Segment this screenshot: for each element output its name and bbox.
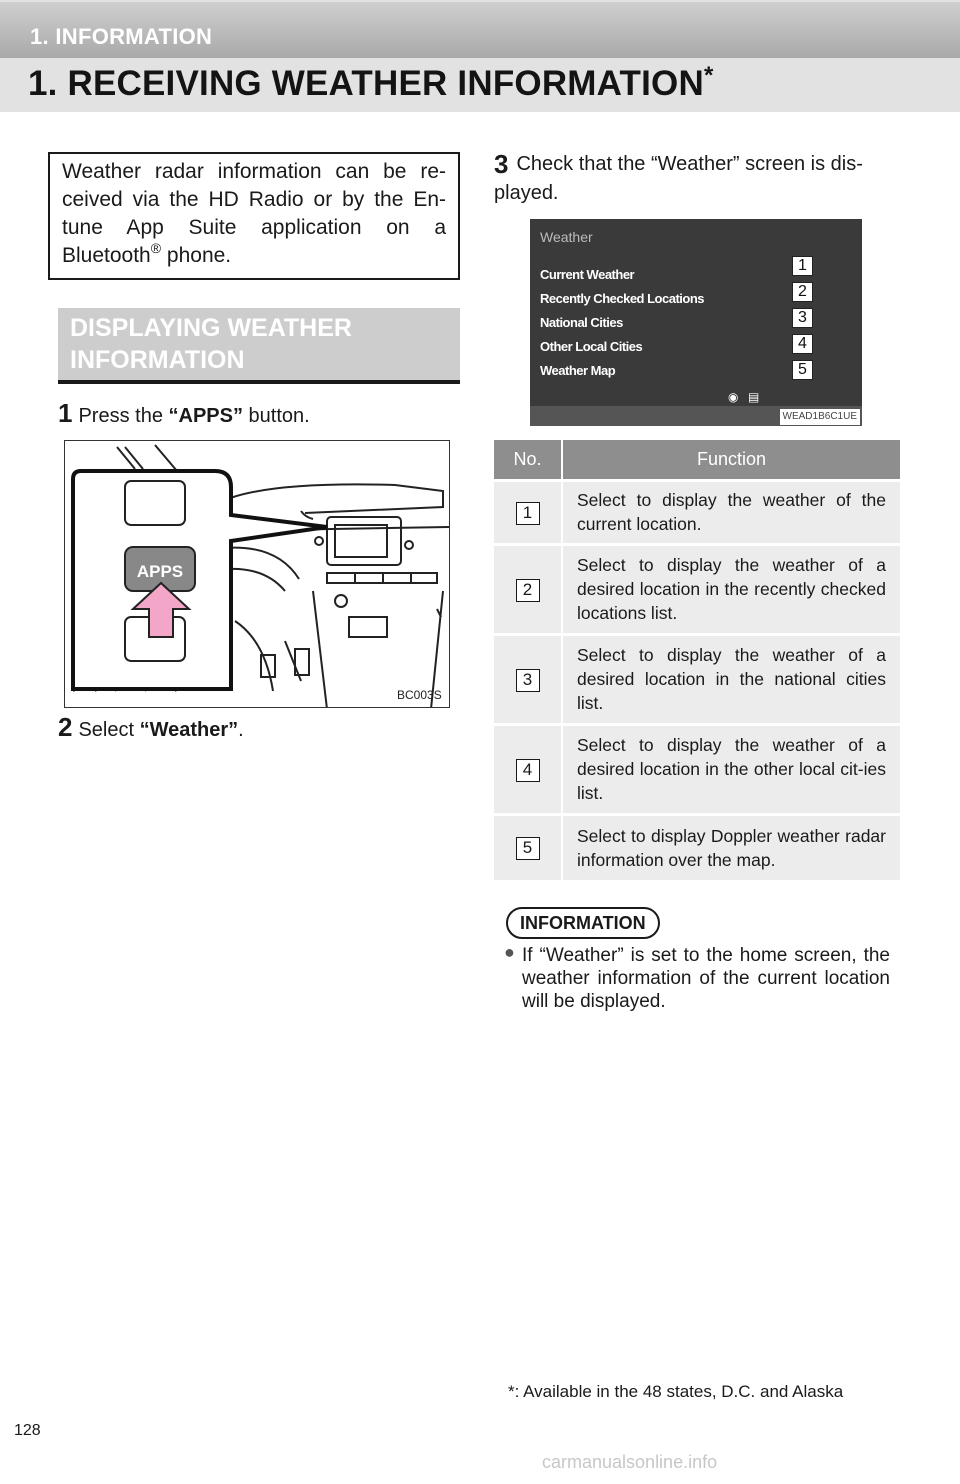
page-title-text: 1. RECEIVING WEATHER INFORMATION [28,64,704,103]
step-2-emphasis: “Weather” [139,719,239,741]
other-local-cities-item[interactable]: Other Local Cities [540,339,643,354]
table-cell-function: Select to display the weather of a desired location in the recently checked locations list. [562,544,900,634]
row-number-box: 1 [516,502,540,525]
subheading-line1: DISPLAYING WEATHER [70,314,352,342]
signal-bars-icon: ▤ [748,390,760,404]
function-table [494,440,900,880]
subheading-line2: INFORMATION [70,346,245,374]
footnote: *: Available in the 48 states, D.C. and Alaska [508,1382,844,1401]
step-1 [58,398,310,429]
step-3 [494,150,910,208]
table-row [494,814,900,880]
dashboard-drawing [65,441,450,708]
table-header-function: Function [562,440,900,480]
speaker-icon: ◉ [728,390,739,404]
step-2-prefix: Select [78,719,140,741]
step-1-prefix: Press the [78,405,169,427]
table-cell-no [494,480,562,544]
intro-text: Weather radar information can be re-ceived via the HD Radio or by the En-tune App Suite application on a Bluetooth [62,160,446,267]
step-2-suffix: . [238,719,244,741]
screen-num-1: 1 [792,256,813,276]
subheading-displaying-weather [58,308,460,384]
apps-button-label: APPS [136,562,184,581]
step-2-number: 2 [58,712,73,742]
registered-mark: ® [150,240,162,256]
information-label: INFORMATION [506,907,660,939]
step-2 [58,712,244,743]
step-1-suffix: button. [242,405,310,427]
table-cell-function: Select to display the weather of the current location. [562,480,900,544]
table-cell-function: Select to display Doppler weather radar information over the map. [562,814,900,880]
table-row [494,724,900,814]
weather-screen-code: WEAD1B6C1UE [780,409,860,425]
intro-box [48,152,460,280]
table-row [494,480,900,544]
table-cell-no [494,634,562,724]
table-header-no: No. [494,440,562,480]
step-3-number: 3 [494,149,509,179]
row-number-box: 5 [516,837,540,860]
screen-num-4: 4 [792,334,813,354]
weather-screen-title: Weather [540,229,593,245]
step-1-number: 1 [58,398,73,428]
bullet-icon: ● [504,942,515,962]
table-cell-no [494,544,562,634]
row-number-box: 4 [516,759,540,782]
table-cell-no [494,814,562,880]
row-number-box: 3 [516,669,540,692]
table-cell-function: Select to display the weather of a desired location in the national cities list. [562,634,900,724]
page-number: 128 [14,1422,41,1439]
table-cell-no [494,724,562,814]
current-weather-item[interactable]: Current Weather [540,267,635,282]
national-cities-item[interactable]: National Cities [540,315,623,330]
table-row [494,634,900,724]
screen-num-3: 3 [792,308,813,328]
weather-screen [530,219,862,426]
table-cell-function: Select to display the weather of a desired location in the other local cit-ies list. [562,724,900,814]
weather-map-item[interactable]: Weather Map [540,363,616,378]
illustration-code: BC003S [397,688,442,702]
row-number-box: 2 [516,579,540,602]
intro-text-end: phone. [161,244,232,267]
dashboard-illustration [64,440,450,708]
recently-checked-locations-item[interactable]: Recently Checked Locations [540,291,704,306]
table-row [494,544,900,634]
information-text: If “Weather” is set to the home screen, the weather information of the current location will be displayed. [522,945,890,1012]
step-1-emphasis: “APPS” [168,405,243,427]
step-3-text: Check that the “Weather” screen is dis-played. [494,153,863,204]
watermark: carmanualsonline.info [542,1452,718,1472]
page-title [28,62,714,104]
screen-num-2: 2 [792,282,813,302]
table-header-row [494,440,900,480]
title-footnote-marker: * [703,62,714,89]
screen-num-5: 5 [792,360,813,380]
section-label: 1. INFORMATION [30,24,213,49]
